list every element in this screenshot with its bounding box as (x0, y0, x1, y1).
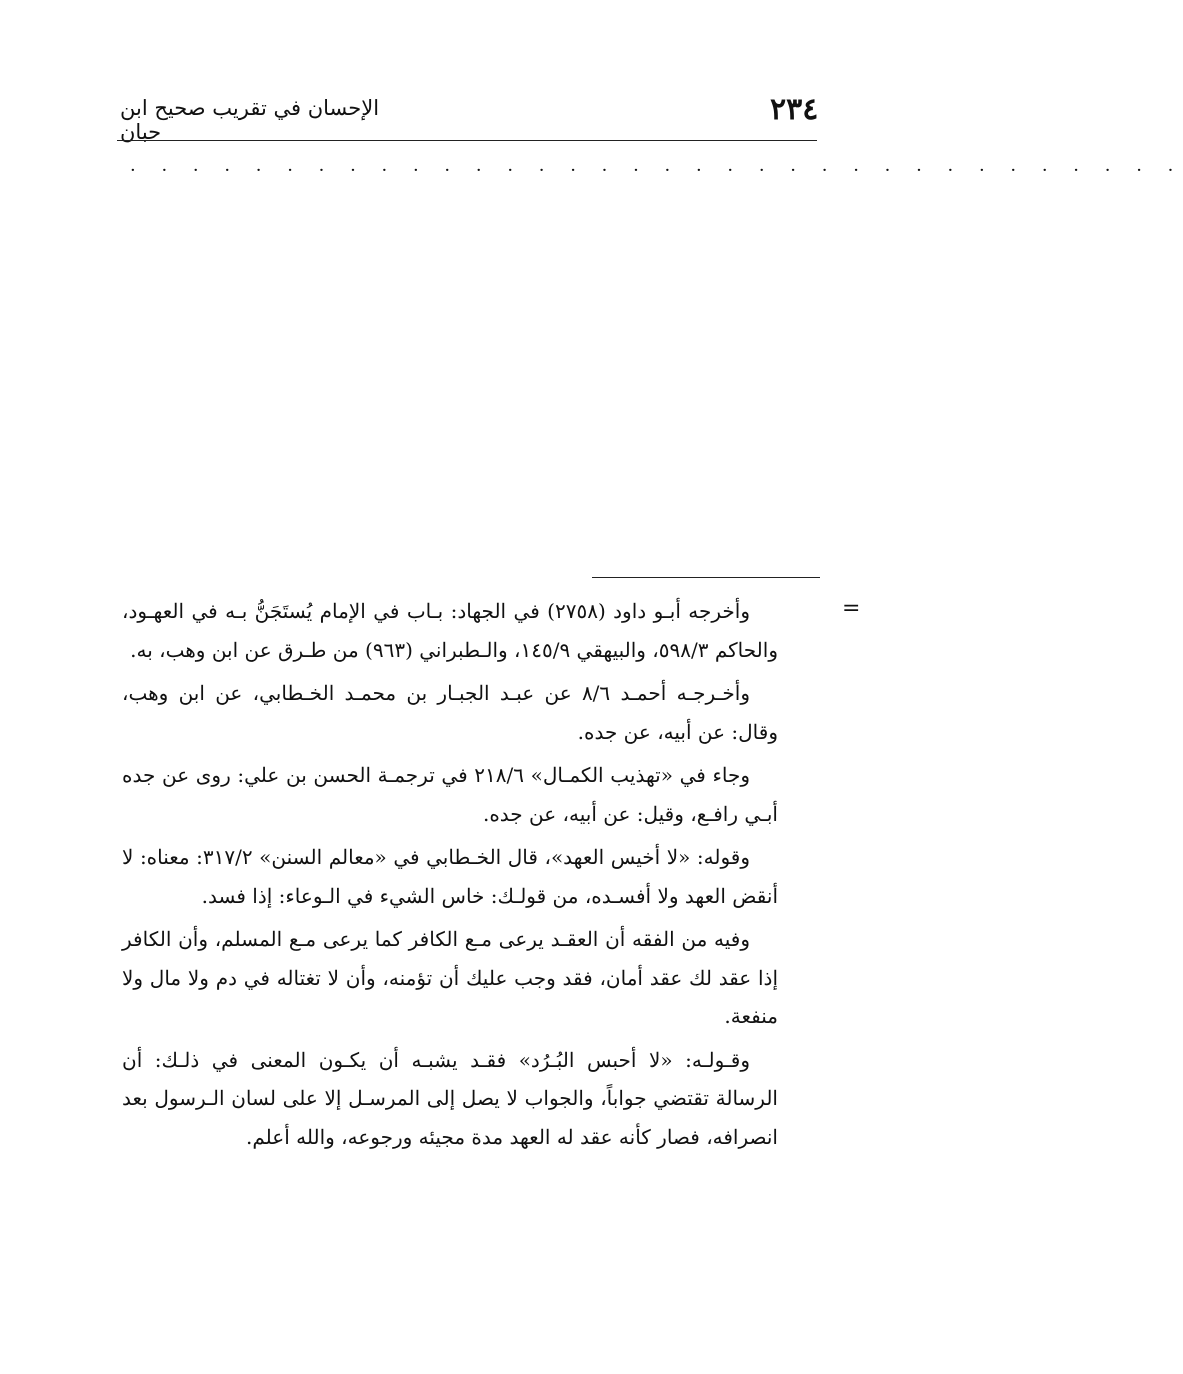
footnote-rule (592, 577, 820, 578)
page-number: ٢٣٤ (770, 92, 819, 127)
header-rule (117, 140, 817, 141)
footnotes (122, 592, 778, 1161)
footnote-paragraph: وأخـرجـه أحمـد ٨/٦ عن عبـد الجبـار بن محمـد الخـطابي، عن ابن وهب، وقال: عن أبيه، عن جده. (122, 681, 778, 744)
ellipsis-dots: · · · · · · · · · · · · · · · · · · · · · · · · · · · · · · · · · · (130, 160, 1183, 181)
continuation-mark: = (842, 596, 861, 621)
running-title: الإحسان في تقريب صحيح ابن حبان (120, 96, 380, 144)
footnote-paragraph: وجاء في «تهذيب الكمـال» ٢١٨/٦ في ترجمـة الحسن بن علي: روى عن جده أبـي رافـع، وقيل: عن أبيه، عن جده. (122, 763, 778, 826)
footnote-paragraph: وفيه من الفقه أن العقـد يرعى مـع الكافر كما يرعى مـع المسلم، وأن الكافر إذا عقد لك عقد أمان، فقد وجب عليك أن تؤمنه، وأن لا تغتاله في دم ولا مال ولا منفعة. (122, 927, 779, 1028)
footnote-paragraph: وقوله: «لا أخيس العهد»، قال الخـطابي في «معالم السنن» ٣١٧/٢: معناه: لا أنقض العهد ولا أفسـده، من قولـك: خاس الشيء في الـوعاء: إذا فسد. (122, 845, 778, 908)
footnote-paragraph: وقـولـه: «لا أحبس البُـرُد» فقـد يشبـه أن يكـون المعنى في ذلـك: أن الرسالة تقتضي جواباً، والجواب لا يصل إلى المرسـل إلا على لسان الـرسول بعد انصرافه، فصار كأنه عقد له العهد مدة مجيئه ورجوعه، والله أعلم. (122, 1047, 778, 1149)
footnote-paragraph: وأخرجه أبـو داود (٢٧٥٨) في الجهاد: بـاب في الإمام يُستَجَنُّ بـه في العهـود، والحاكم ٥٩٨/٣، والبيهقي ١٤٥/٩، والـطبراني (٩٦٣) من طـرق عن ابن وهب، به. (122, 599, 778, 662)
